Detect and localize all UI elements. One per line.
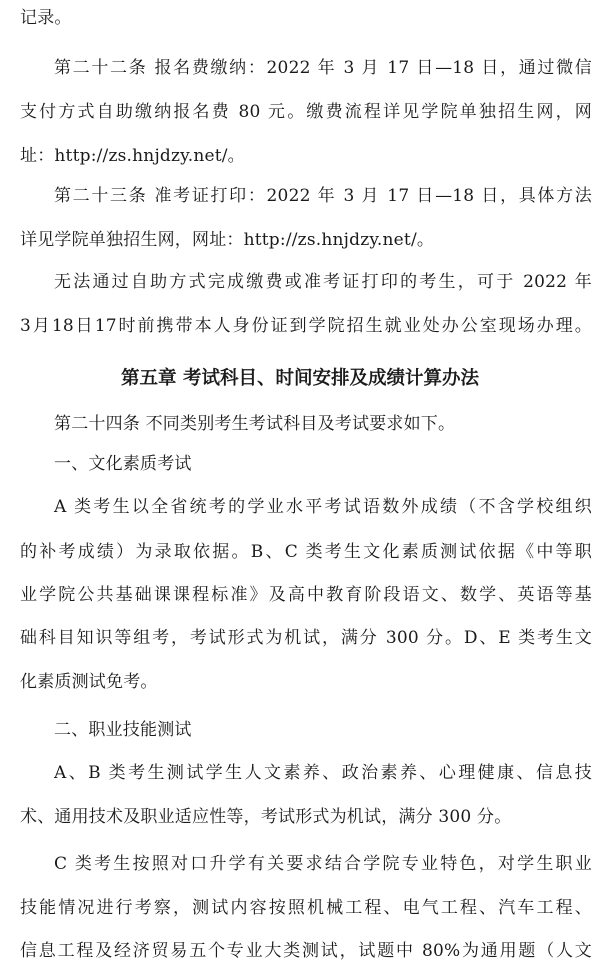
text-line: 记录。 [20,8,72,28]
article-22-line-3: 址：http://zs.hnjdzy.net/。 [20,146,245,166]
skills-ab-line-2: 术、通用技术及职业适应性等，考试形式为机试，满分 300 分。 [20,807,512,827]
culture-line-4: 础科目知识等组考，考试形式为机试，满分 300 分。D、E 类考生文 [20,628,592,648]
culture-line-1: A 类考生以全省统考的学业水平考试语数外成绩（不含学校组织 [54,497,592,517]
skills-ab-line-1: A、B 类考生测试学生人文素养、政治素养、心理健康、信息技 [54,763,592,783]
skills-c-line-3: 信息工程及经济贸易五个专业大类测试，试题中 80%为通用题（人文 [20,941,592,961]
article-22-line-1: 第二十二条 报名费缴纳：2022 年 3 月 17 日—18 日，通过微信 [54,58,592,78]
article-23-line-2: 详见学院单独招生网，网址：http://zs.hnjdzy.net/。 [20,230,435,250]
section-heading-skills: 二、职业技能测试 [54,720,192,740]
culture-line-5: 化素质测试免考。 [20,672,158,692]
notice-line-1: 无法通过自助方式完成缴费或准考证打印的考生，可于 2022 年 [54,272,592,292]
article-22-line-2: 支付方式自助缴纳报名费 80 元。缴费流程详见学院单独招生网，网 [20,102,592,122]
chapter-heading: 第五章 考试科目、时间安排及成绩计算办法 [121,368,479,389]
skills-c-line-1: C 类考生按照对口升学有关要求结合学院专业特色，对学生职业 [54,854,592,874]
article-23-line-1: 第二十三条 准考证打印：2022 年 3 月 17 日—18 日，具体方法 [54,186,592,206]
culture-line-3: 业学院公共基础课课程标准》及高中教育阶段语文、数学、英语等基 [20,585,592,605]
notice-line-2: 3月18日17时前携带本人身份证到学院招生就业处办公室现场办理。 [20,316,592,336]
section-heading-culture: 一、文化素质考试 [54,454,192,474]
culture-line-2: 的补考成绩）为录取依据。B、C 类考生文化素质测试依据《中等职 [20,542,592,562]
skills-c-line-2: 技能情况进行考察，测试内容按照机械工程、电气工程、汽车工程、 [20,898,592,918]
article-24-line: 第二十四条 不同类别考生考试科目及考试要求如下。 [54,414,456,434]
